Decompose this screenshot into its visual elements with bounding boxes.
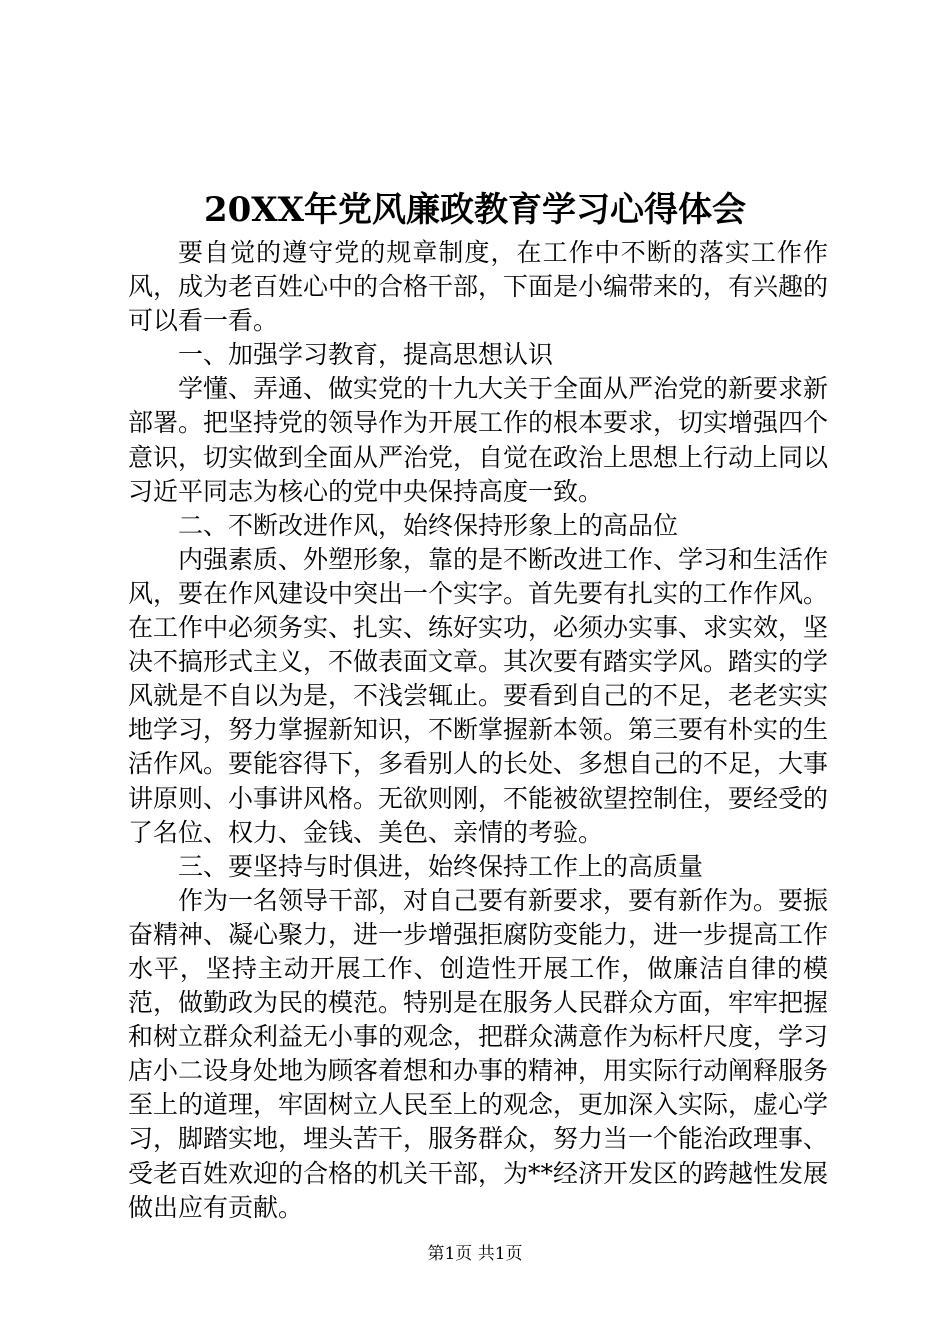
page-number-footer: 第1页 共1页 [427,1244,523,1264]
section-heading-3: 三、要坚持与时俱进，始终保持工作上的高质量 [178,851,704,881]
section-heading-1: 一、加强学习教育，提高思想认识 [178,340,554,370]
section-heading-2: 二、不断改进作风，始终保持形象上的高品位 [178,510,679,540]
paragraph-section-2: 内强素质、外塑形象，靠的是不断改进工作、学习和生活作风，要在作风建设中突出一个实字。首先要有扎实的工作作风。在工作中必须务实、扎实、练好实功，必须办实事、求实效，坚决不搞形式主义，不做表面文章。其次要有踏实学风。踏实的学风就是不自以为是，不浅尝辄止。要看到自己的不足，老老实实地学习，努力掌握新知识，不断掌握新本领。第三要有朴实的生活作风。要能容得下，多看别人的长处、多想自己的不足，大事讲原则、小事讲风格。无欲则刚，不能被欲望控制住，要经受的了名位、权力、金钱、美色、亲情的考验。 [128,544,829,847]
document-title: 20XX年党风廉政教育学习心得体会 [203,190,747,230]
document-body [128,236,828,1225]
paragraph-section-3: 作为一名领导干部，对自己要有新要求，要有新作为。要振奋精神、凝心聚力，进一步增强拒腐防变能力，进一步提高工作水平，坚持主动开展工作、创造性开展工作，做廉洁自律的模范，做勤政为民的模范。特别是在服务人民群众方面，牢牢把握和树立群众利益无小事的观念，把群众满意作为标杆尺度，学习店小二设身处地为顾客着想和办事的精神，用实际行动阐释服务至上的道理，牢固树立人民至上的观念，更加深入实际，虚心学习，脚踏实地，埋头苦干，服务群众，努力当一个能治政理事、受老百姓欢迎的合格的机关干部，为**经济开发区的跨越性发展做出应有贡献。 [128,885,829,1222]
paragraph-section-1: 学懂、弄通、做实党的十九大关于全面从严治党的新要求新部署。把坚持党的领导作为开展工作的根本要求，切实增强四个意识，切实做到全面从严治党，自觉在政治上思想上行动上同以习近平同志为核心的党中央保持高度一致。 [128,374,829,506]
paragraph-intro: 要自觉的遵守党的规章制度，在工作中不断的落实工作作风，成为老百姓心中的合格干部，下面是小编带来的，有兴趣的可以看一看。 [128,238,829,336]
